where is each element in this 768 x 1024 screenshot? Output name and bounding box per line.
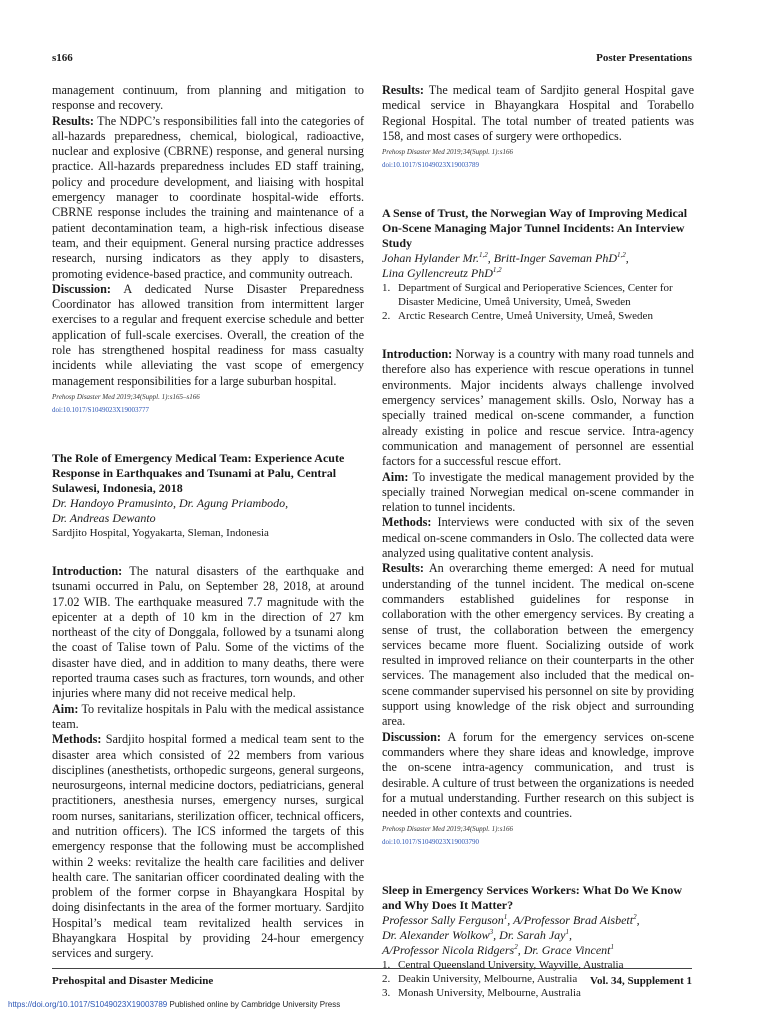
citation: Prehosp Disaster Med 2019;34(Suppl. 1):s165–s166 <box>52 392 200 401</box>
affiliation-list <box>382 281 694 323</box>
publication-notice <box>8 1000 340 1009</box>
affiliation-item: 1. Central Queensland University, Wayville, Australia <box>382 959 624 972</box>
aim-paragraph: Aim: To revitalize hospitals in Palu with the medical assistance team. <box>52 701 365 731</box>
journal-name: Prehospital and Disaster Medicine <box>52 975 214 987</box>
affiliation-item: 2. Arctic Research Centre, Umeå University, Umeå, Sweden <box>382 310 653 323</box>
doi-link[interactable]: doi:10.1017/S1049023X19003790 <box>382 838 480 847</box>
affiliation-item: 2. Deakin University, Melbourne, Australia <box>382 973 578 986</box>
discussion-paragraph: Discussion: A dedicated Nurse Disaster Preparedness Coordinator has allowed transition from intermittent larger exercises to a regular and frequent exercise schedule and better application of full-scale exercises. Overall, the creation of the role has strengthened hospital readiness for mass casualty incidents while alleviating the vast scope of emergency management responsibilities for a large suburban hospital. <box>52 281 364 388</box>
results-paragraph: Results: The medical team of Sardjito general Hospital gave medical service in Bhayangkara Hospital and Torabello Regional Hospital. The total number of treated patients was 158, and most cases of surgery were orthopedics. <box>382 83 694 143</box>
running-header <box>52 52 692 64</box>
authors: Johan Hylander Mr.$^{1,2}$, Britt-Inger Saveman PhD$^{1,2}$, Lina Gyllencreutz PhD$^{1,2}$ <box>382 251 629 281</box>
published-text: Published online by Cambridge University Press <box>169 1000 341 1009</box>
methods-paragraph: Methods: Interviews were conducted with six of the seven medical on-scene commanders in Oslo. The collected data were analyzed using qualitative content analysis. <box>382 515 695 561</box>
section-title: Poster Presentations <box>596 52 692 64</box>
affiliation: Sardjito Hospital, Yogyakarta, Sleman, Indonesia <box>52 526 269 539</box>
volume-info: Vol. 34, Supplement 1 <box>590 975 692 987</box>
affiliation-item: 1. Department of Surgical and Perioperative Sciences, Center for Disaster Medicine, Umeå University, Umeå, Sweden <box>382 282 673 309</box>
citation: Prehosp Disaster Med 2019;34(Suppl. 1):s166 <box>382 825 513 834</box>
results-paragraph: Results: The NDPC’s responsibilities fall into the categories of all-hazards preparedness, chemical, biological, radioactive, nuclear and explosive (CBRNE) response, and general nursing practice. All-hazards preparedness includes ED staff training, policy and procedure development, and liaising with hospital emergency manager to coordinate hospital-wide efforts. CBRNE response includes the training and maintenance of a patient decontamination team, a high-risk infectious disease team, and their equipment. General nursing practice addresses research, nursing indicators as they apply to disasters, promoting evidence-based practice, and community outreach. <box>52 113 364 281</box>
results-label: Results: <box>52 113 94 128</box>
discussion-label: Discussion: <box>52 281 111 296</box>
article-title: A Sense of Trust, the Norwegian Way of Improving Medical On-Scene Managing Major Tunnel Incidents: An Interview Study <box>382 206 688 251</box>
authors: Dr. Handoyo Pramusinto, Dr. Agung Priambodo, Dr. Andreas Dewanto <box>52 495 289 525</box>
footer-divider <box>52 968 692 969</box>
article-title: Sleep in Emergency Services Workers: What Do We Know and Why Does It Matter? <box>382 883 682 913</box>
discussion-paragraph: Discussion: A forum for the emergency services on-scene commanders where they share ideas and knowledge, improve the on-scene intra-agency communication, and trust is desirable. A culture of trust between the organizations is needed for a mutual understanding. Further research on this subject is needed in other contexts and countries. <box>382 729 694 821</box>
introduction-paragraph: Introduction: Norway is a country with many road tunnels and therefore also has experience with rescue operations in tunnel environments. Major incidents always challenge involved emergency services’ management skills. Oslo, Norway has a specially trained medical on-scene commander, a function already existing in police and rescue service. Intra-agency communication and management of personnel are essential factors for a successful rescue effort. <box>382 347 695 469</box>
results-paragraph: Results: An overarching theme emerged: A need for mutual understanding of the tunnel incident. The medical on-scene commanders established guidelines for response in collaboration with the other emergency services. By creating a sense of trust, the collaboration between the emergency services became more fluent. Socializing outside of work resulted in improved reliance on their counterparts in the other services. The management also included that the medical on-scene commander supervised his personnel on site by providing support using knowledge of the risk object and surrounding area. <box>382 561 695 729</box>
doi-link[interactable]: doi:10.1017/S1049023X19003789 <box>382 161 480 170</box>
introduction-paragraph: Introduction: The natural disasters of the earthquake and tsunami occurred in Palu, on September 28, 2018, at around 17.02 WIB. The earthquake measured 7.7 magnitude with the epicenter at a depth of 10 km in the direction of 27 km northeast of the city of Donggala, followed by a tsunami along the coast of Talise town of Palu. Some of the victims of the disaster have died, and in addition to many deaths, there were reported trauma cases such as fractures, torn wounds, and other injuries where many did not receive medical help. <box>52 563 364 701</box>
left-column <box>52 83 364 962</box>
citation: Prehosp Disaster Med 2019;34(Suppl. 1):s166 <box>382 148 513 157</box>
authors: Professor Sally Ferguson$^1$, A/Professor Brad Aisbett$^2$, Dr. Alexander Wolkow$^3$, Dr. Sarah Jay$^1$, A/Professor Nicola Ridgers$^2$, Dr. Grace Vincent$^1$ <box>382 913 640 958</box>
aim-paragraph: Aim: To investigate the medical management provided by the specially trained Norwegian medical on-scene commander in relation to tunnel incidents. <box>382 469 694 515</box>
affiliation-item: 3. Monash University, Melbourne, Australia <box>382 987 581 1000</box>
continued-paragraph: management continuum, from planning and mitigation to response and recovery. <box>52 83 364 113</box>
doi-url-link[interactable]: https://doi.org/10.1017/S1049023X19003789 <box>8 1000 168 1009</box>
article-title: The Role of Emergency Medical Team: Experience Acute Response in Earthquakes and Tsunami at Palu, Central Sulawesi, Indonesia, 2018 <box>52 450 345 495</box>
right-column <box>382 83 694 1000</box>
page-number: s166 <box>52 52 73 64</box>
running-footer <box>52 975 692 987</box>
methods-paragraph: Methods: Sardjito hospital formed a medical team sent to the disaster area which consisted of 22 members from various disciplines (anesthetists, orthopedic surgeons, general surgeons, neurosurgeons, internal medicine doctors, pediatricians, general practitioners, anesthesia nurses, emergency nurses, surgical room nurses, sanitarians, sterilization officer, technical officers, and nutrition officers). The ICS informed the targets of this emergency response that the following must be accomplished within 2 weeks: revitalize the health care facilities and deliver health care. The sanitarian officer coordinated dealing with the problem of the former corpse in Bhayangkara Hospital by doing disinfectants in the area of the former mortuary. Sardjito Hospital’s medical team revitalized health services in Bhayangkara Hospital by providing 24-hour emergency services and surgery. <box>52 732 365 961</box>
doi-link[interactable]: doi:10.1017/S1049023X19003777 <box>52 405 150 414</box>
